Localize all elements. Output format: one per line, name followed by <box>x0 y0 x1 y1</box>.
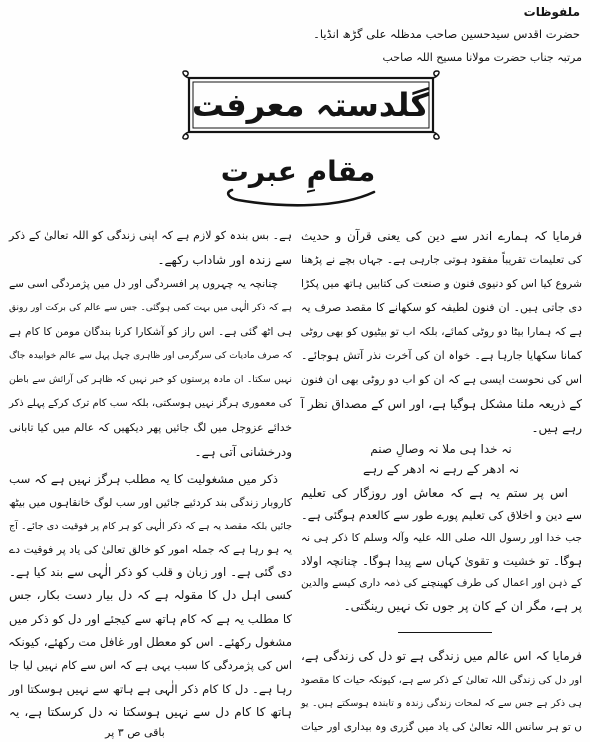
paragraph-line: اس پر ستم یہ ہے کہ معاش اور روزگار کی تعلیم <box>301 486 568 500</box>
paragraph-line: ہاتھ کا کام دل سے نہیں ہوسکتا نہ دل کرسکتا ہے، یہ <box>9 704 292 719</box>
paragraph-line: جب خدا اور رسول اللہ صلی اللہ علیہ وآلہ وسلم کا ذکر ہی نہ <box>301 532 582 544</box>
paragraph <box>300 224 582 440</box>
paragraph-line: ہی اٹھ گئی ہے۔ اس راز کو آشکارا کرنا بندگان مومن کا کام ہے <box>9 326 292 338</box>
paragraph-line: کاروبار زندگی بند کردئیے جائیں اور سب لوگ خانقاہوں میں بیٹھ <box>8 496 292 510</box>
paragraph-line: سے دین و اخلاق کی تعلیم پورے طور سے کالعدم ہوگئی ہے۔ <box>301 508 582 522</box>
page-title: گلدستہ معرفت <box>191 86 429 124</box>
paragraph-line: دی جاتی ہیں۔ ان فنون لطیفہ کو سکھانے کا مقصد صرف یہ <box>301 301 582 314</box>
paragraph-line: شروع کیا اس کو دنیوی فنون و صنعت کی کتابیں ہاتھ میں پکڑا <box>301 277 582 290</box>
paragraph-line: اس کی نحوست ایسی ہے کہ ان کو اب دو روٹی بھی ان فنون <box>300 373 582 386</box>
paragraph-line: اور دل کی زندگی اللہ تعالیٰ کے ذکر سے ہے، کیونکہ حیات کا مقصود <box>300 674 582 686</box>
author-line: حضرت اقدس سیدحسین صاحب مدظلہ علی گڑھ انڈیا۔ <box>313 27 580 41</box>
paragraph-line: کمانا سکھایا جارہا ہے۔ خواہ ان کی آخرت نذر آتش ہوجائے۔ <box>301 349 582 362</box>
paragraph-line: جائیں بلکہ مقصد یہ ہے کہ ذکر الٰہی کو ہر کام پر فوقیت دی جائے۔ آج <box>9 520 292 532</box>
paragraph-line: ہے کہ ذکر الٰہی میں بہت کمی ہوگئی۔ جس سے عالم کی برکت اور رونق <box>9 303 292 313</box>
section-label: ملفوظات <box>523 5 580 19</box>
paragraph-line: کے ذہن اور اعمال کی طرف کھینچنے کی ذمہ داری کیسے والدین <box>301 577 582 589</box>
paragraph <box>8 224 292 272</box>
paragraph <box>300 645 582 739</box>
paragraph-line: خدائے عزوجل میں لگ جائیں پھر دیکھیں کہ عالم میں کیا تابانی <box>9 421 292 434</box>
paragraph-line: ہی ذکر ہے جس سے کہ لمحات زندگی زندہ و تابندہ ہوسکتے ہیں۔ یو <box>301 698 582 709</box>
paragraph-line: ہے۔ بس بندہ کو لازم ہے کہ اپنی زندگی کو اللہ تعالیٰ کے ذکر <box>9 229 292 242</box>
paragraph <box>300 482 582 617</box>
paragraph <box>8 272 292 464</box>
paragraph-line: کے ذریعہ ملنا مشکل ہوگیا ہے، اور اس کے مصداق نظر آ <box>300 397 582 411</box>
paragraph-line: ہے کہ ہمارا بیٹا دو روٹی کمائے، بلکہ اب تو بیٹیوں کو بھی روٹی <box>300 325 582 338</box>
paragraph-line: ودرخشانی آتی ہے۔ <box>194 445 292 459</box>
couplet-line: نہ ادھر کے رہے نہ ادھر کے رہے <box>363 462 519 476</box>
paragraph-line: رہے ہیں۔ <box>531 421 582 435</box>
paragraph-line: فرمایا کہ اس عالم میں زندگی ہے تو دل کی زندگی ہے، <box>301 649 582 663</box>
continuation-note: باقی ص ۳ پر <box>105 726 165 739</box>
paragraph-line: فرمایا کہ ہمارے اندر سے دین کی یعنی قرآن و حدیث <box>301 229 582 243</box>
paragraph-line: ں تو ہر سانس اللہ تعالیٰ کی یاد میں گزری وہ بیداری اور حیات <box>301 720 582 733</box>
paragraph <box>8 468 292 724</box>
paragraph-line: چنانچہ یہ چہروں پر افسردگی اور دل میں پژمردگی اسی سے <box>9 278 278 290</box>
couplet <box>300 439 582 479</box>
paragraph-line: مشغول رکھئے۔ اس کو معطل اور غافل مت رکھئے، کیونکہ <box>8 635 292 650</box>
paragraph-line: سے زندہ اور شاداب رکھے۔ <box>157 253 292 267</box>
paragraph-line: کسی اہل دل کا مقولہ ہے کہ دل بیار دست بکار، جس <box>9 588 292 603</box>
compiler-line: مرتبہ جناب حضرت مولانا مسیح اللہ صاحب <box>382 51 582 64</box>
paragraph-line: نہیں سکتا۔ ان مادہ پرستوں کو خبر نہیں کہ ظاہر کی آرائش سے باطن <box>9 374 292 385</box>
section-divider <box>398 632 492 633</box>
paragraph-line: کی تعلیمات تقریباً مفقود ہوتی جارہی ہے۔ جہاں بچے نے پڑھنا <box>301 253 582 266</box>
paragraph-line: کا مطلب یہ ہے کہ کام ہاتھ سے کیجئے اور دل کو ذکر میں <box>8 611 292 626</box>
paragraph-line: کہ صرف مادیات کی سرگرمی اور ظاہری چہل پہل سے عالم خوابیدہ جاگ <box>9 351 292 361</box>
paragraph-line: ذکر میں مشغولیت کا یہ مطلب ہرگز نہیں ہے کہ سب <box>9 472 278 486</box>
paragraph-line: کی معموری ہرگز نہیں ہوسکتی، بلکہ سب کام ترک کرکے پہلے ذکر <box>9 398 292 409</box>
left-column <box>8 0 292 742</box>
couplet-line: نہ خدا ہی ملا نہ وصالِ صنم <box>370 442 512 456</box>
paragraph-line: اس کی پژمردگی کا سبب یہی ہے کہ اس سے کام نہیں لیا جا <box>9 659 292 673</box>
right-column <box>300 0 582 742</box>
paragraph-line: رہا ہے۔ دل کا کام ذکر الٰہی ہے ہاتھ سے نہیں ہوسکتا اور <box>9 681 292 696</box>
paragraph-line: یہ ہو رہا ہے کہ جملہ امور کو خالق تعالیٰ کی یاد پر فوقیت دے <box>9 542 292 556</box>
paragraph-line: ہوگا۔ تو خشیت و تقویٰ کہاں سے پیدا ہوگا۔ چنانچہ اولاد <box>301 553 582 568</box>
section-heading: مقامِ عبرت <box>220 155 376 188</box>
paragraph-line: پر ہے، مگر ان کے کان پر جوں تک نہیں رینگتی۔ <box>343 598 582 613</box>
paragraph-line: دی گئی ہے۔ اور زبان و قلب کو ذکر الٰہی سے بند کیا ہے۔ <box>9 565 292 580</box>
